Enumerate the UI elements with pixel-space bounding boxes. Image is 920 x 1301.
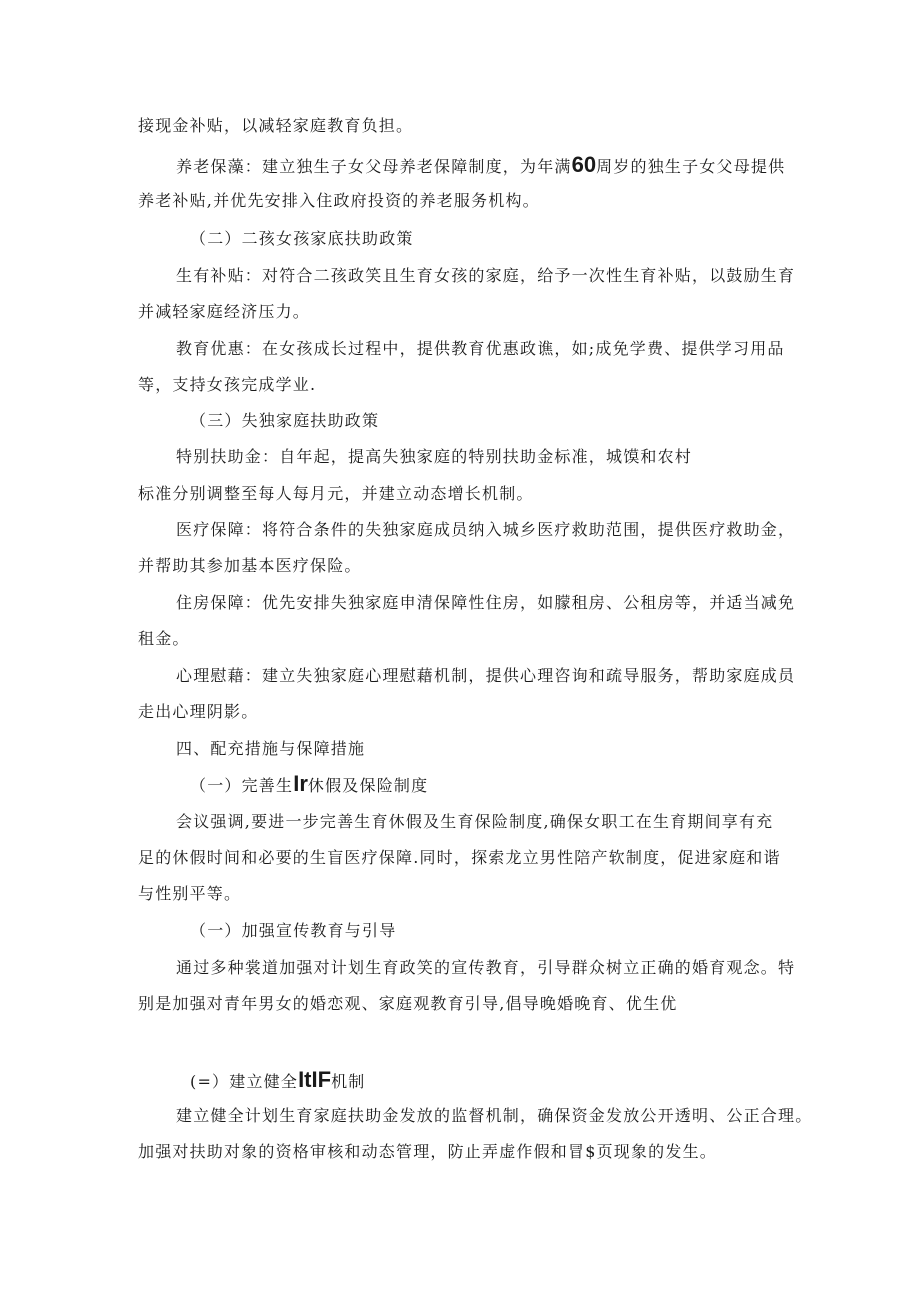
section-heading-two-child-girl: （二）二孩女孩家底扶助政策	[190, 229, 414, 248]
paragraph-psychological-line-1: 心理慰藉：建立失独家庭心理慰藉机制，提供心理咨询和疏导服务，帮助家庭成员	[176, 666, 796, 685]
age-number: 60	[571, 152, 597, 177]
leave-heading-text-start: （一）完善生	[190, 776, 294, 795]
paragraph-education-line-2: 等，支持女孩完成学业.	[138, 375, 317, 394]
paragraph-housing-line-1: 住房保障：优先安排失独家庭申清保障性住房，如朦租房、公租房等，并适当减免	[176, 593, 796, 612]
paragraph-supervision-line-2: 加强对扶助对象的资格审核和动态管理，防止弄虚作假和冒$页现象的发生。	[138, 1142, 717, 1161]
paragraph-elderly-care-line-2: 养老补贴,并优先安排入住政府投资的养老服务机构。	[138, 191, 540, 210]
paragraph-birth-subsidy-line-1: 生有补贴：对符合二孩政笑且生育女孩的家庭，给予一次性生育补贴，以鼓励生育	[176, 266, 796, 285]
paragraph-line-1: 接现金补贴，以减轻家庭教育负担。	[138, 116, 414, 135]
paragraph-publicity-line-2: 别是加强对青年男女的婚恋观、家庭观教育引导,倡导晚婚晚育、优生优	[138, 994, 678, 1013]
paragraph-meeting-line-1: 会议强调,要进一步完善生育休假及生育保险制度,确保女职工在生育期间享有充	[176, 812, 774, 831]
leave-heading-text-end: 休假及保险制度	[307, 776, 429, 795]
mechanism-heading-text-end: 机制	[331, 1072, 366, 1091]
paragraph-meeting-line-3: 与性别平等。	[138, 884, 242, 903]
leave-heading-garbled: Ir	[293, 771, 308, 796]
paragraph-birth-subsidy-line-2: 并减轻家庭经济压力。	[138, 302, 311, 321]
section-heading-supporting-measures: 四、配充措施与保障措施	[176, 739, 366, 758]
paragraph-publicity-line-1: 通过多种裳道加强对计划生育政笑的宣传教育，引导群众树立正确的婚育观念。特	[176, 958, 796, 977]
subsection-heading-mechanism	[190, 1067, 366, 1092]
paragraph-housing-line-2: 租金。	[138, 629, 190, 648]
paragraph-special-aid-line-1: 特别扶助金：自年起，提高失独家庭的特别扶助金标准，城馍和农村	[176, 447, 693, 466]
paragraph-meeting-line-2: 足的休假时间和必要的生盲医疗保障.同时，探索龙立男性陪产软制度，促进家庭和谐	[138, 848, 781, 867]
subsection-heading-publicity: （一）加强宣传教育与引导	[190, 921, 397, 940]
elderly-care-text-start: 养老保藻：建立独生子女父母养老保障制度，为年满	[176, 157, 572, 176]
subsection-heading-leave-insurance	[190, 771, 429, 796]
elderly-care-text-end: 周岁的独生子女父母提供	[596, 157, 786, 176]
mechanism-heading-text-start: (=）建立健全	[190, 1072, 299, 1091]
section-heading-bereaved-family: （三）失独家庭扶助政策	[190, 411, 380, 430]
paragraph-supervision-line-1: 建立健全计划生育家庭扶助金发放的监督机制，确保资金发放公开透明、公正合理。	[176, 1106, 813, 1125]
paragraph-medical-line-1: 医疗保障：将符合条件的失独家庭成员纳入城乡医疗救助范围，提供医疗救助金，	[176, 520, 796, 539]
paragraph-psychological-line-2: 走出心理阴影。	[138, 702, 259, 721]
paragraph-elderly-care-line-1	[176, 152, 786, 177]
paragraph-medical-line-2: 并帮助其参加基本医疗保险。	[138, 556, 362, 575]
paragraph-education-line-1: 教育优惠：在女孩成长过程中，提供教育优惠政谯，如;成免学费、提供学习用品	[176, 339, 785, 358]
paragraph-special-aid-line-2: 标准分别调整至每人每月元，并建立动态增长机制。	[138, 484, 534, 503]
mechanism-heading-garbled: ItIF	[298, 1067, 332, 1092]
